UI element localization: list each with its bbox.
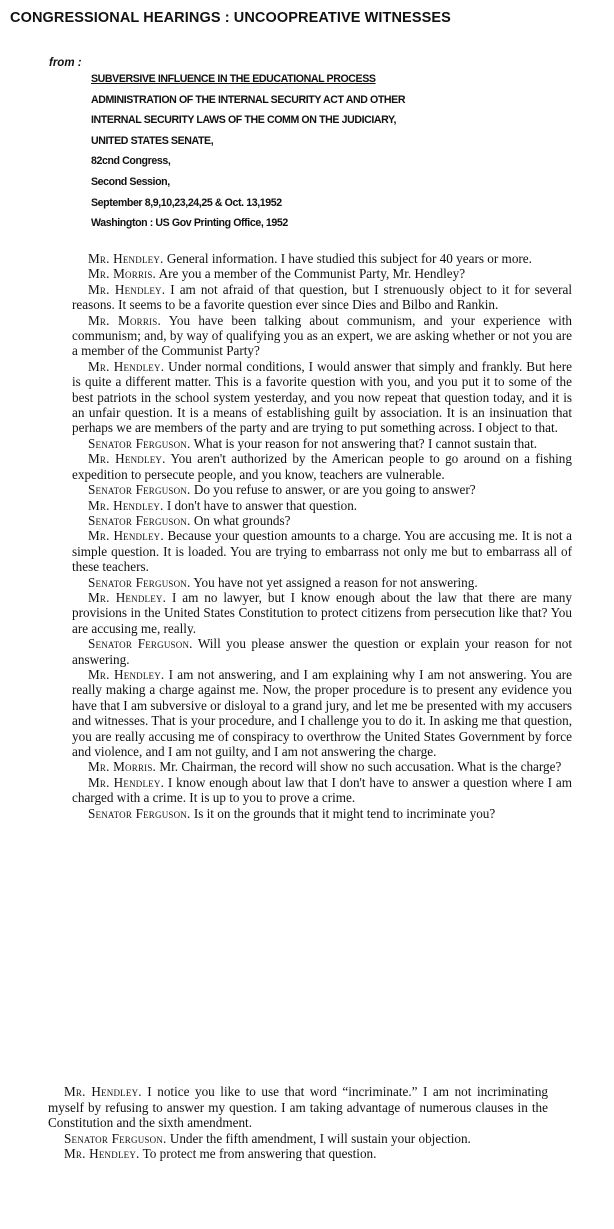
speaker-name: Mr. Morris. — [88, 266, 157, 282]
speech-text: Under normal conditions, I would answer that simply and frankly. But here is quite a different matter. This is a favorite question with you, and you put it to some of the best patriots in the school system yesterday, and you now repeat that question today, and it is an unfair question. It is a means of establishing guilt by association. It is an insinuation that perhaps we are members of the party and are trying to put something across. I object to that. — [72, 358, 572, 436]
transcript-paragraph — [72, 775, 572, 806]
page-title: CONGRESSIONAL HEARINGS : UNCOOPREATIVE WITNESSES — [10, 10, 451, 26]
transcript-paragraph — [72, 528, 572, 574]
transcript-body — [72, 251, 572, 821]
speaker-name: Mr. Morris. — [88, 312, 161, 328]
speech-text: Because your question amounts to a charge. You are accusing me. It is not a simple question. It is loaded. You are trying to embarrass not only me but to embarrass all of these teachers. — [72, 528, 572, 575]
speech-text: You have not yet assigned a reason for not answering. — [190, 574, 478, 590]
speaker-name: Senator Ferguson. — [88, 512, 191, 528]
transcript-paragraph — [72, 575, 572, 590]
transcript-paragraph — [48, 1131, 548, 1147]
speech-text: I am not answering, and I am explaining why I am not answering. You are really making a charge against me. Now, the proper procedure is to present any evidence you have that I am subversive or disloyal to a grand jury, and let me be presented with my accusers and witnesses. That is your procedure, and I challenge you to do it. In asking me that question, you are really accusing me of conspiracy to overthrow the United States Government by force and violence, and I am not guilty, and I am not answering the charge. — [72, 666, 572, 759]
speaker-name: Mr. Hendley. — [64, 1146, 140, 1162]
transcript-paragraph — [72, 313, 572, 359]
transcript-paragraph — [72, 482, 572, 497]
speaker-name: Senator Ferguson. — [88, 574, 191, 590]
transcript-paragraph — [72, 759, 572, 774]
citation-line: Second Session, — [91, 175, 170, 188]
speech-text: Do you refuse to answer, or are you going to answer? — [190, 482, 476, 498]
speaker-name: Mr. Hendley. — [64, 1084, 142, 1099]
speech-text: I notice you like to use that word “incriminate.” I am not incriminating myself by refusing to answer my question. I am taking advantage of numerous clauses in the Constitution and the sixth amendment. — [48, 1084, 549, 1131]
speech-text: General information. I have studied this subject for 40 years or more. — [163, 251, 532, 266]
speaker-name: Senator Ferguson. — [88, 805, 191, 821]
speaker-name: Mr. Hendley. — [88, 774, 165, 790]
transcript-paragraph — [72, 282, 572, 313]
speaker-name: Senator Ferguson. — [88, 435, 191, 451]
citation-line: ADMINISTRATION OF THE INTERNAL SECURITY ACT AND OTHER — [91, 93, 406, 106]
speech-text: Is it on the grounds that it might tend to incriminate you? — [190, 805, 496, 821]
speaker-name: Senator Ferguson. — [88, 482, 191, 498]
citation-line: SUBVERSIVE INFLUENCE IN THE EDUCATIONAL PROCESS — [91, 73, 376, 85]
citation-line: INTERNAL SECURITY LAWS OF THE COMM ON THE JUDICIARY, — [91, 114, 397, 127]
speaker-name: Mr. Hendley. — [88, 251, 164, 266]
citation-line: UNITED STATES SENATE, — [91, 134, 214, 147]
transcript-paragraph — [72, 590, 572, 636]
transcript-paragraph — [72, 513, 572, 528]
speech-text: Under the fifth amendment, I will sustain your objection. — [166, 1130, 471, 1146]
speech-text: I am not afraid of that question, but I strenuously object to it for several reasons. It seems to be a favorite question ever since Dies and Bilbo and Rankin. — [72, 281, 572, 313]
speech-text: To protect me from answering that question. — [139, 1146, 377, 1162]
speaker-name: Mr. Hendley. — [88, 451, 166, 467]
from-label: from : — [49, 57, 82, 69]
speech-text: Mr. Chairman, the record will show no such accusation. What is the charge? — [156, 759, 562, 775]
transcript-paragraph — [72, 667, 572, 759]
transcript-paragraph — [72, 451, 572, 482]
citation-block — [91, 69, 511, 234]
citation-line: September 8,9,10,23,24,25 & Oct. 13,1952 — [91, 196, 282, 209]
speaker-name: Mr. Hendley. — [88, 528, 164, 544]
citation-line: Washington : US Gov Printing Office, 1952 — [91, 217, 288, 230]
transcript-paragraph — [72, 636, 572, 667]
transcript-paragraph — [72, 359, 572, 436]
speech-text: I am no lawyer, but I know enough about the law that there are many provisions in the United States Constitution to protect citizens from persecution like that? You are accusing me, really. — [72, 589, 572, 636]
speaker-name: Mr. Hendley. — [88, 281, 166, 297]
speaker-name: Senator Ferguson. — [88, 636, 193, 652]
speech-text: I don't have to answer that question. — [163, 497, 358, 513]
transcript-paragraph — [48, 1084, 548, 1131]
speaker-name: Mr. Hendley. — [88, 589, 167, 605]
speech-text: What is your reason for not answering that? I cannot sustain that. — [190, 435, 538, 451]
transcript-paragraph — [72, 498, 572, 513]
speech-text: Are you a member of the Communist Party, Mr. Hendley? — [156, 266, 466, 282]
speech-text: You have been talking about communism, and your experience with communism; and, by way of qualifying you as an expert, we are asking whether or not you are a member of the Communist Party? — [72, 312, 573, 359]
speech-text: Will you please answer the question or explain your reason for not answering. — [72, 636, 572, 667]
transcript-paragraph — [72, 266, 572, 281]
citation-line: 82cnd Congress, — [91, 155, 171, 168]
speech-text: You aren't authorized by the American people to go around on a fishing expedition to persecute people, and you know, teachers are vulnerable. — [72, 451, 572, 482]
speaker-name: Mr. Hendley. — [88, 358, 165, 374]
transcript-continued — [48, 1084, 548, 1162]
transcript-paragraph — [72, 251, 572, 266]
speech-text: I know enough about law that I don't have to answer a question where I am charged with a crime. It is up to you to prove a crime. — [72, 774, 572, 806]
speech-text: On what grounds? — [190, 512, 291, 528]
speaker-name: Mr. Morris. — [88, 759, 157, 775]
transcript-paragraph — [72, 436, 572, 451]
speaker-name: Mr. Hendley. — [88, 497, 164, 513]
transcript-paragraph — [72, 806, 572, 821]
speaker-name: Mr. Hendley. — [88, 666, 165, 682]
transcript-paragraph — [48, 1146, 548, 1162]
speaker-name: Senator Ferguson. — [64, 1130, 167, 1146]
